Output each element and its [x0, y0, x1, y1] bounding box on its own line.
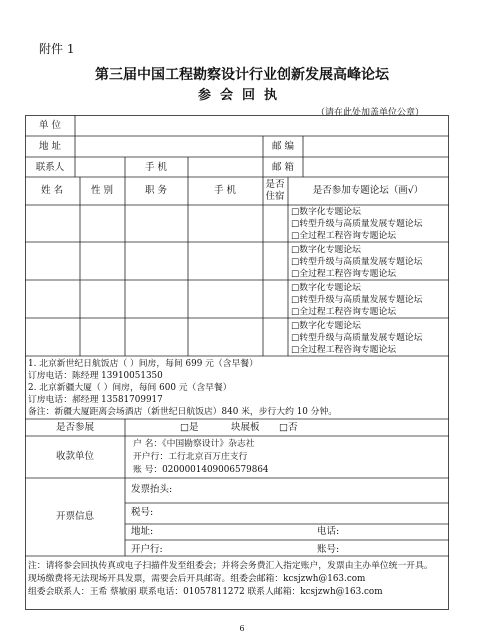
forum-option-digital[interactable]: □数字化专题论坛	[291, 245, 361, 255]
exhibition-booth-label: 块展板	[231, 422, 260, 433]
page-number: 6	[239, 624, 245, 633]
note-line-2: 现场缴费将无法现场开具发票，需要会后开具邮寄。组委会邮箱：kcsjzwh@163.com	[28, 574, 366, 584]
payee-account-number: 账 号：0200001409006579864	[133, 465, 269, 475]
forum-option-consulting[interactable]: □全过程工程咨询专题论坛	[291, 269, 397, 279]
address-label: 地 址	[38, 141, 62, 152]
address-input[interactable]	[76, 137, 262, 157]
forum-option-transformation[interactable]: □转型升级与高质量发展专题论坛	[291, 333, 423, 343]
header-name: 姓 名	[40, 185, 64, 196]
exhibition-label: 是否参展	[55, 422, 95, 433]
forum-option-consulting[interactable]: □全过程工程咨询专题论坛	[291, 345, 397, 355]
forum-option-consulting[interactable]: □全过程工程咨询专题论坛	[291, 231, 397, 241]
forum-option-digital[interactable]: □数字化专题论坛	[291, 321, 361, 331]
contact-input[interactable]	[76, 158, 124, 177]
forum-option-transformation[interactable]: □转型升级与高质量发展专题论坛	[291, 219, 423, 229]
forum-option-digital[interactable]: □数字化专题论坛	[291, 283, 361, 293]
exhibition-no-checkbox[interactable]: □否	[279, 422, 298, 433]
mobile-label: 手 机	[144, 162, 168, 173]
invoice-tax-field[interactable]: 税号:	[131, 507, 154, 518]
unit-label: 单 位	[38, 120, 62, 131]
postcode-input[interactable]	[304, 137, 448, 157]
invoice-title-field[interactable]: 发票抬头:	[131, 484, 173, 495]
payee-account-name: 户 名：《中国勘察设计》杂志社	[133, 439, 255, 449]
hotel-option-2: 2. 北京新疆大厦（ ）间房，每间 600 元（含早餐）	[28, 383, 232, 393]
forum-option-transformation[interactable]: □转型升级与高质量发展专题论坛	[291, 257, 423, 267]
registration-form	[25, 115, 449, 610]
forum-option-transformation[interactable]: □转型升级与高质量发展专题论坛	[291, 295, 423, 305]
forum-option-digital[interactable]: □数字化专题论坛	[291, 207, 361, 217]
invoice-phone-field[interactable]: 电话:	[317, 526, 340, 537]
header-position: 职 务	[144, 185, 168, 196]
invoice-label: 开票信息	[55, 511, 95, 522]
header-stay: 是否 住宿	[265, 179, 285, 202]
hotel-phone-2: 订房电话：郝经理 13581709917	[28, 395, 163, 405]
contact-label: 联系人	[35, 162, 65, 173]
document-title: 第三届中国工程勘察设计行业创新发展高峰论坛	[95, 67, 389, 83]
header-gender: 性 别	[90, 185, 114, 196]
invoice-account-field[interactable]: 账号:	[317, 544, 340, 555]
note-contact-line: 组委会联系人：王希 蔡敏丽 联系电话：01057811272 联系人邮箱：kcsjzwh@163.com	[28, 587, 383, 597]
note-line-1: 注：请将参会回执传真或电子扫描件发至组委会；并将会务费汇入指定账户，发票由主办单位统一开具。	[28, 561, 433, 571]
email-label: 邮 箱	[271, 162, 295, 173]
hotel-option-1: 1. 北京新世纪日航饭店（ ）间房，每间 699 元（含早餐）	[28, 359, 258, 369]
exhibition-yes-checkbox[interactable]: □是	[180, 422, 199, 433]
stamp-note: （请在此处加盖单位公章）	[315, 108, 424, 118]
email-input[interactable]	[304, 158, 448, 177]
mobile-input[interactable]	[189, 158, 262, 177]
forum-option-consulting[interactable]: □全过程工程咨询专题论坛	[291, 307, 397, 317]
payee-bank: 开户行：工行北京百万庄支行	[133, 452, 248, 462]
invoice-bank-field[interactable]: 开户行:	[131, 544, 163, 555]
payee-label: 收款单位	[55, 451, 95, 462]
hotel-phone-1: 订房电话：陈经理 13910051350	[28, 371, 163, 381]
postcode-label: 邮 编	[271, 141, 295, 152]
unit-input[interactable]	[76, 116, 448, 136]
hotel-remark: 备注：新疆大厦距离会场酒店（新世纪日航饭店）840 米，步行大约 10 分钟。	[28, 407, 338, 417]
header-mobile: 手 机	[213, 185, 237, 196]
header-forum: 是否参加专题论坛（画√）	[312, 185, 424, 196]
invoice-address-field[interactable]: 地址:	[131, 526, 154, 537]
document-subtitle: 参会回执	[197, 88, 286, 103]
attachment-label: 附件 1	[39, 42, 75, 56]
